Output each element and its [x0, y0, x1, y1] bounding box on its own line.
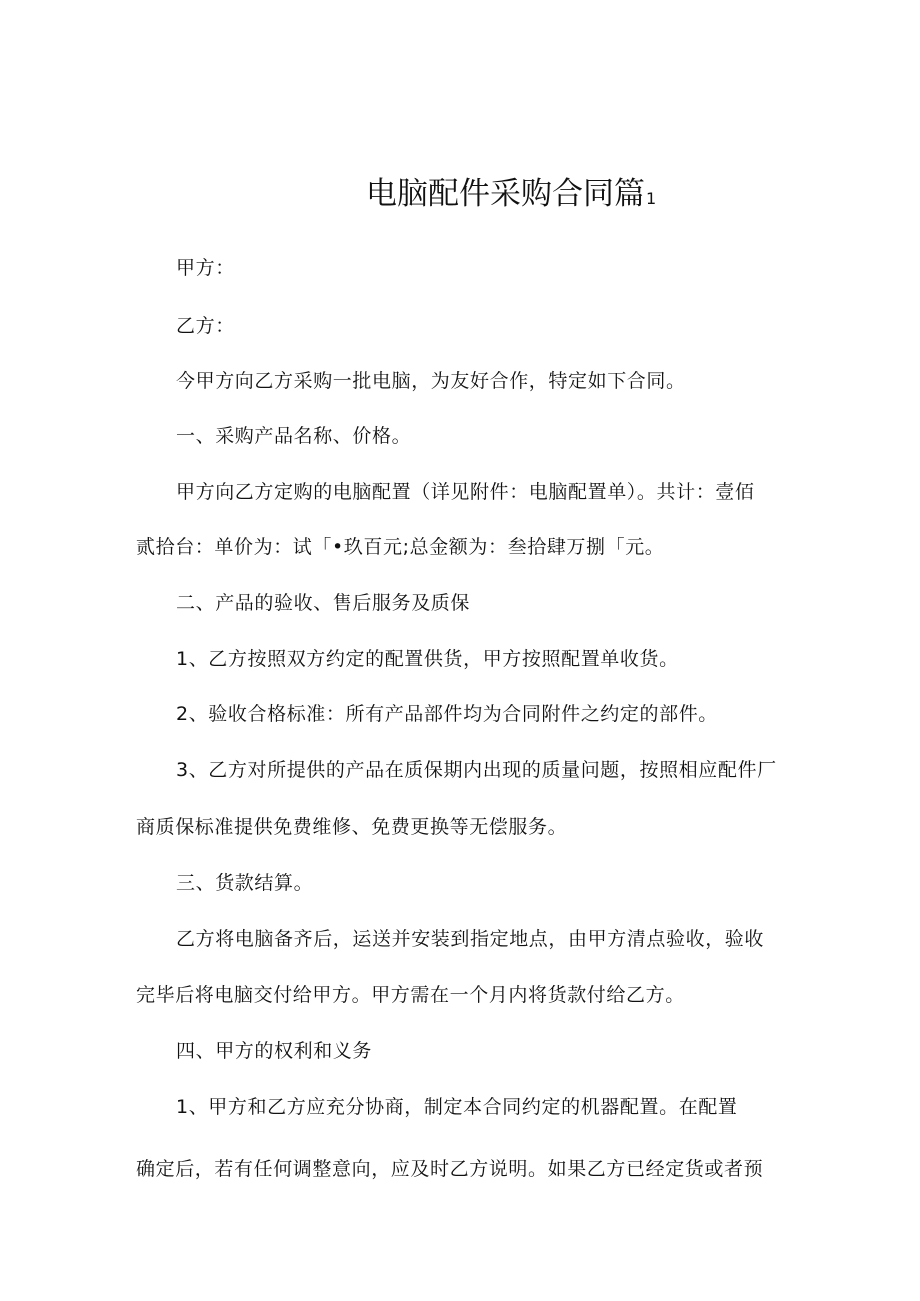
intro-paragraph: 今甲方向乙方采购一批电脑，为友好合作，特定如下合同。 — [176, 370, 686, 392]
section-heading-2: 二、产品的验收、售后服务及质保 — [176, 592, 471, 614]
document-title — [366, 172, 656, 221]
section-heading-3: 三、货款结算。 — [176, 872, 314, 894]
clause-line: 1、乙方按照双方约定的配置供货，甲方按照配置单收货。 — [176, 648, 679, 670]
title-suffix: 1 — [646, 189, 657, 208]
clause-line: 1、甲方和乙方应充分协商，制定本合同约定的机器配置。在配置 — [176, 1096, 738, 1118]
party-a-label: 甲方： — [176, 257, 235, 279]
paragraph-line: 贰拾台：单价为：试「•玖百元;总金额为：叁拾肆万捌「元。 — [136, 536, 665, 558]
paragraph-line: 乙方将电脑备齐后，运送并安装到指定地点，由甲方清点验收，验收 — [176, 928, 765, 950]
clause-line: 确定后，若有任何调整意向，应及时乙方说明。如果乙方已经定货或者预 — [136, 1158, 764, 1180]
party-b-label: 乙方： — [176, 315, 235, 337]
clause-line: 2、验收合格标准：所有产品部件均为合同附件之约定的部件。 — [176, 703, 718, 725]
section-heading-4: 四、甲方的权利和义务 — [176, 1040, 373, 1062]
title-text: 电脑配件采购合同篇 — [366, 176, 645, 212]
paragraph-line: 甲方向乙方定购的电脑配置（详见附件：电脑配置单）。共计：壹佰 — [176, 481, 755, 503]
clause-line: 商质保标准提供免费维修、免费更换等无偿服务。 — [136, 816, 568, 838]
paragraph-line: 完毕后将电脑交付给甲方。甲方需在一个月内将货款付给乙方。 — [136, 984, 685, 1006]
section-heading-1: 一、采购产品名称、价格。 — [176, 425, 412, 447]
clause-line: 3、乙方对所提供的产品在质保期内出现的质量问题，按照相应配件厂 — [176, 759, 777, 781]
